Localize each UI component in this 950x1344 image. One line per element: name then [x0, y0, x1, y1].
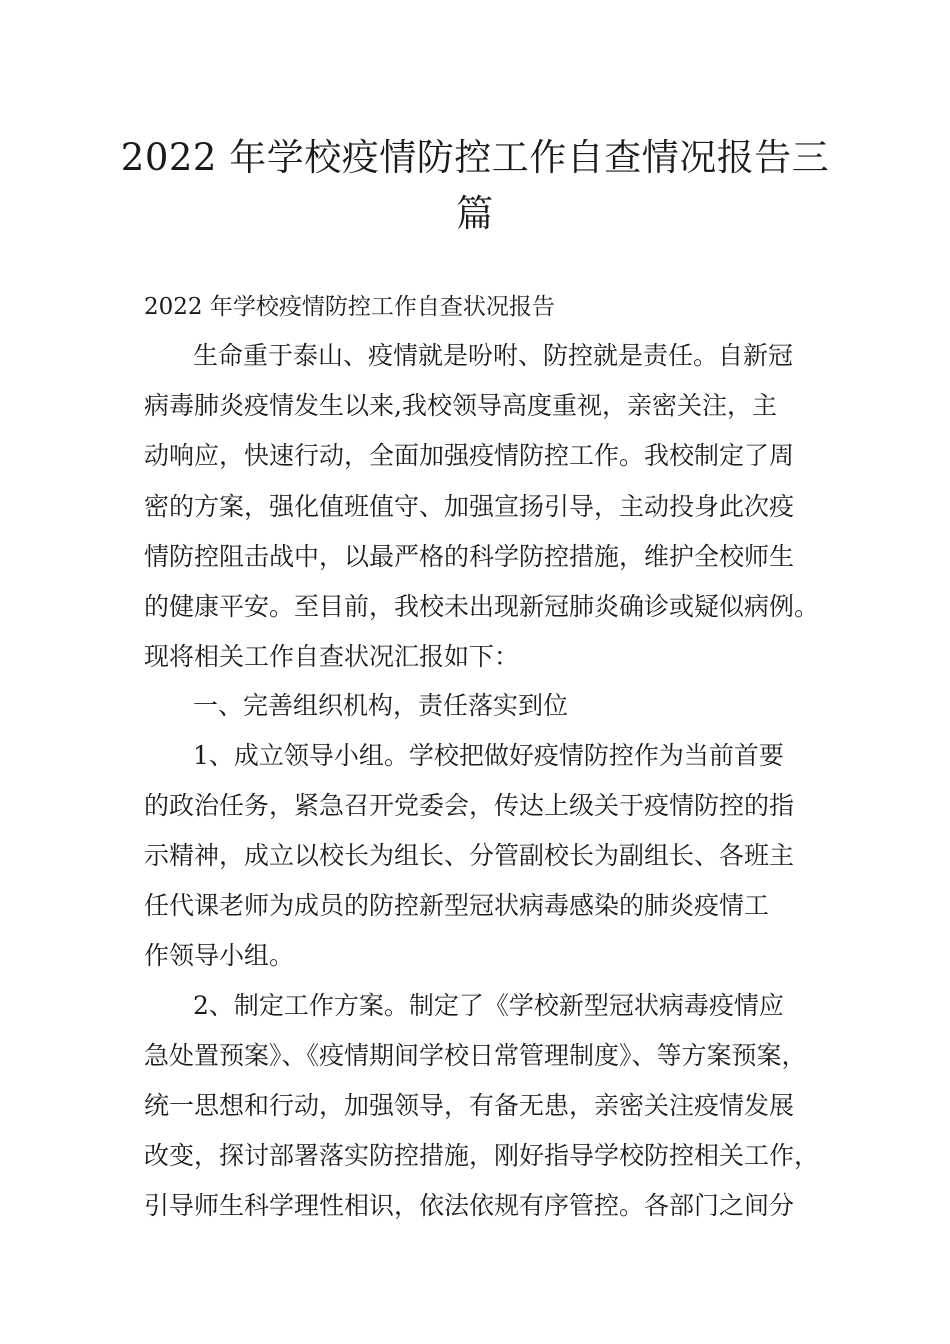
- body-line: 现将相关工作自查状况汇报如下：: [144, 642, 520, 671]
- body-line: 生命重于泰山、疫情就是吩咐、防控就是责任。自新冠: [193, 341, 794, 370]
- section-heading: 一、完善组织机构，责任落实到位: [193, 691, 569, 720]
- body-line: 改变，探讨部署落实防控措施，刚好指导学校防控相关工作，: [144, 1141, 820, 1170]
- body-line: 动响应，快速行动，全面加强疫情防控工作。我校制定了周: [144, 441, 795, 470]
- body-line: 病毒肺炎疫情发生以来,我校领导高度重视，亲密关注，主: [144, 391, 777, 420]
- body-line: 的政治任务，紧急召开党委会，传达上级关于疫情防控的指: [144, 791, 795, 820]
- body-line: 2、制定工作方案。制定了《学校新型冠状病毒疫情应: [193, 991, 784, 1020]
- report-subtitle: 2022 年学校疫情防控工作自查状况报告: [144, 294, 555, 320]
- body-line: 作领导小组。: [144, 941, 295, 970]
- body-line: 统一思想和行动，加强领导，有备无患，亲密关注疫情发展: [144, 1091, 795, 1120]
- body-line: 急处置预案》、《疫情期间学校日常管理制度》、等方案预案，: [144, 1041, 807, 1070]
- body-line: 情防控阻击战中，以最严格的科学防控措施，维护全校师生: [144, 542, 795, 571]
- body-line: 引导师生科学理性相识，依法依规有序管控。各部门之间分: [144, 1191, 795, 1220]
- body-line: 任代课老师为成员的防控新型冠状病毒感染的肺炎疫情工: [144, 891, 770, 920]
- body-line: 的健康平安。至目前，我校未出现新冠肺炎确诊或疑似病例。: [144, 592, 820, 621]
- body-line: 示精神，成立以校长为组长、分管副校长为副组长、各班主: [144, 841, 795, 870]
- title-line-1: 2022 年学校疫情防控工作自查情况报告三: [120, 136, 830, 179]
- body-line: 1、成立领导小组。学校把做好疫情防控作为当前首要: [193, 741, 784, 770]
- document-title: [120, 130, 830, 242]
- body-line: 密的方案，强化值班值守、加强宣扬引导，主动投身此次疫: [144, 492, 795, 521]
- title-line-2: 篇: [456, 192, 494, 235]
